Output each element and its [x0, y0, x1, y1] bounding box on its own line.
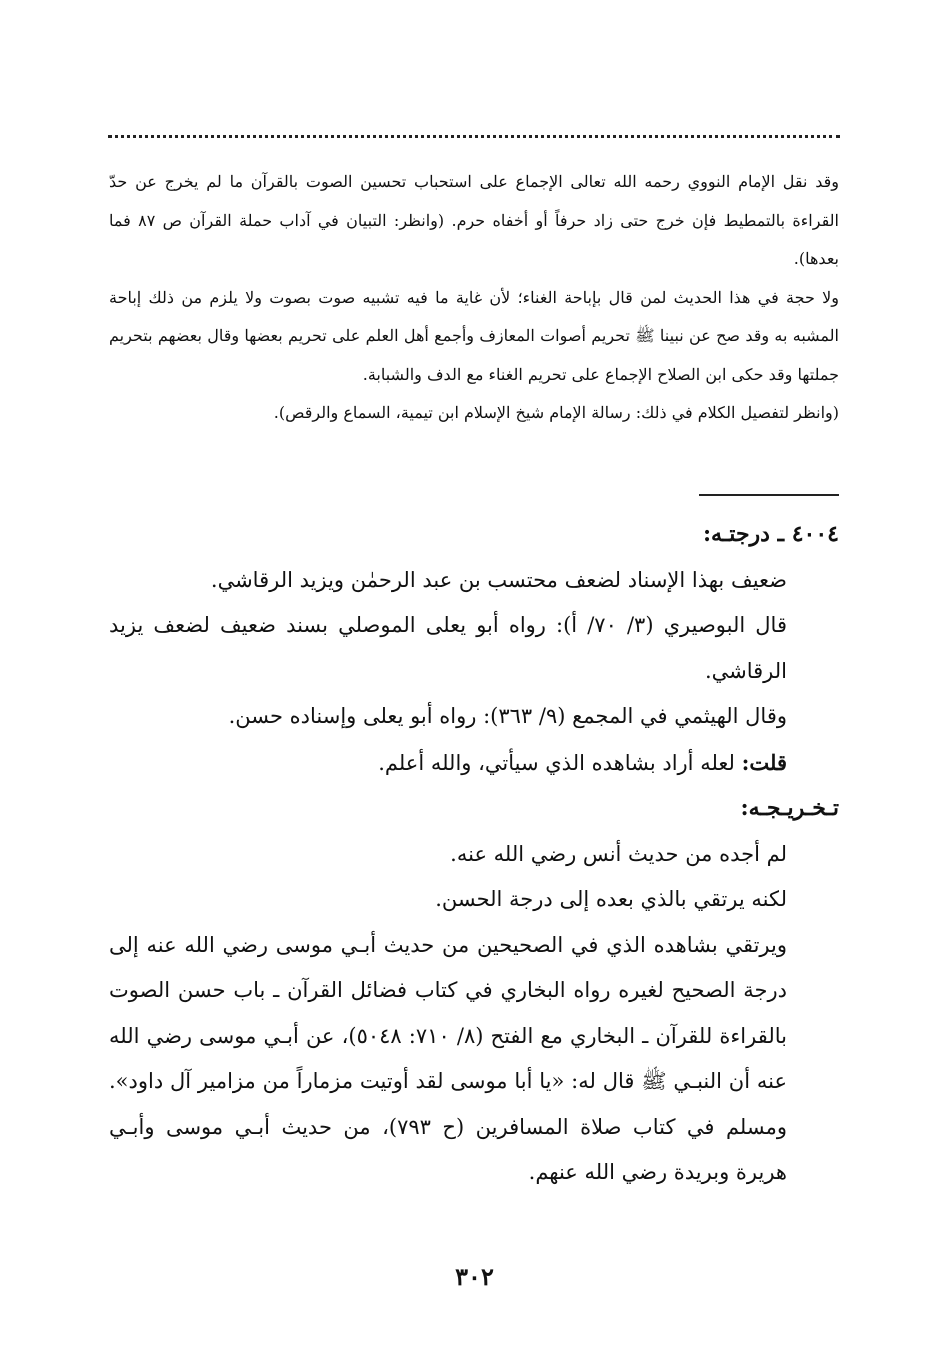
- footnote-paragraph: وقد نقل الإمام النووي رحمه الله تعالى الإجماع على استحباب تحسين الصوت بالقرآن ما لم يخرج عن حدّ القراءة بالتمطيط فإن خرج حتى زاد حرفاً أو أخفاه حرم. (وانظر: التبيان في آداب حملة القرآن ص ٨٧ فما بعدها).: [109, 172, 839, 268]
- qultu-label: قلت:: [741, 749, 787, 775]
- takhrij-paragraph: ويرتقي بشاهده الذي في الصحيحين من حديث أبـي موسى رضي الله عنه إلى درجة الصحيح لغيره رواه البخاري في كتاب فضائل القرآن ـ باب حسن الصوت بالقراءة للقرآن ـ البخاري مع الفتح (٨/ ٧١٠: ٥٠٤٨)، عن أبـي موسى رضي الله عنه أن النبـي ﷺ قال له: «يا أبا موسى لقد أوتيت مزماراً من مزامير آل داود». ومسلم في كتاب صلاة المسافرين (ح ٧٩٣)، من حديث أبـي موسى وأبـي هريرة وبريدة رضي الله عنهم.: [109, 932, 787, 1184]
- grade-paragraph: قال البوصيري (٣/ ٧٠/ أ): رواه أبو يعلى الموصلي بسند ضعيف لضعف يزيد الرقاشي.: [109, 613, 787, 683]
- grade-paragraph: وقال الهيثمي في المجمع (٩/ ٣٦٣): رواه أبو يعلى وإسناده حسن.: [228, 704, 787, 728]
- section-separator-line: [699, 494, 839, 496]
- dotted-divider: [108, 118, 840, 138]
- grade-paragraph: ضعيف بهذا الإسناد لضعف محتسب بن عبد الرحمٰن ويزيد الرقاشي.: [210, 567, 787, 592]
- page-number: ٣٠٢: [455, 1262, 494, 1291]
- takhrij-paragraph: لم أجده من حديث أنس رضي الله عنه.: [450, 841, 787, 866]
- qultu-text: لعله أراد بشاهده الذي سيأتي، والله أعلم.: [378, 750, 742, 775]
- grade-heading: ٤٠٠٤ ـ درجتـه:: [702, 521, 839, 547]
- footnote-block: [109, 163, 839, 433]
- takhrij-heading: تـخـريـجـه:: [740, 795, 839, 821]
- qultu-paragraph: [109, 740, 839, 787]
- takhrij-paragraph: لكنه يرتقي بالذي بعده إلى درجة الحسن.: [435, 887, 787, 911]
- footnote-paragraph: ولا حجة في هذا الحديث لمن قال بإباحة الغناء؛ لأن غاية ما فيه تشبيه صوت بصوت ولا يلزم من ذلك إباحة المشبه به وقد صح عن نبينا ﷺ تحريم أصوات المعازف وأجمع أهل العلم على تحريم بعضها وقال بعضهم بتحريم جملتها وقد حكى ابن الصلاح الإجماع على تحريم الغناء مع الدف والشبابة.: [109, 287, 840, 384]
- main-text-block: [109, 512, 839, 1196]
- footnote-paragraph: (وانظر لتفصيل الكلام في ذلك: رسالة الإمام شيخ الإسلام ابن تيمية، السماع والرقص).: [273, 403, 839, 422]
